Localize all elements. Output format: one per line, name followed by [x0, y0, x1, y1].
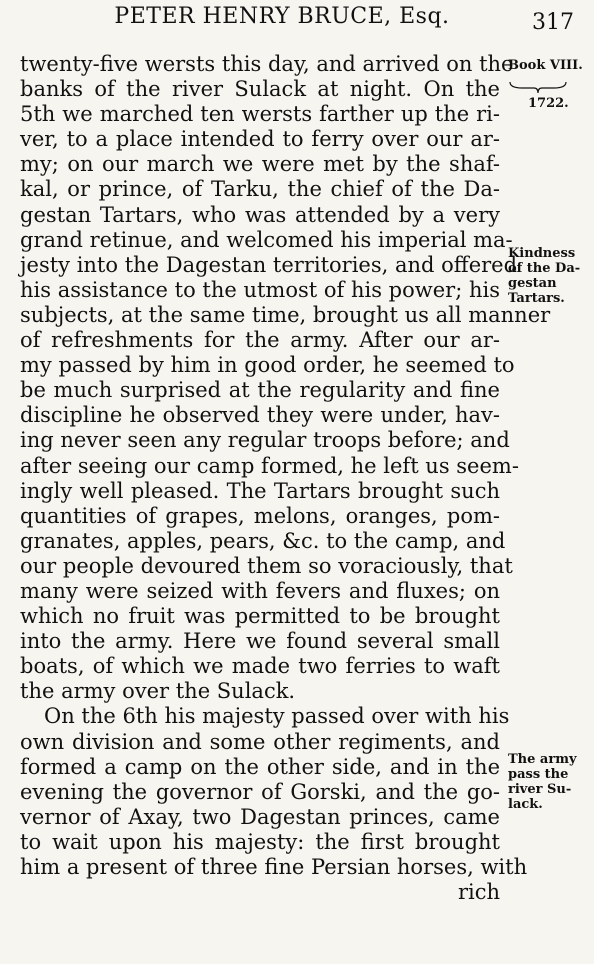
text-line: vernor of Axay, two Dagestan princes, came [20, 804, 500, 829]
text-line: the army over the Sulack. [20, 679, 296, 704]
page-number: 317 [532, 10, 574, 35]
margin-note-year: 1722. [528, 96, 569, 111]
catchword: rich [457, 880, 500, 905]
text-line: to wait upon his majesty: the first brought [20, 829, 500, 854]
text-line: gestan Tartars, who was attended by a very [20, 202, 500, 227]
text-line: which no fruit was permitted to be brought [20, 604, 500, 629]
text-line: own division and some other regiments, and [20, 729, 500, 754]
text-line: banks of the river Sulack at night. On the [20, 77, 500, 102]
text-line: granates, apples, pears, &c. to the camp, and [20, 528, 506, 553]
text-line: formed a camp on the other side, and in the [20, 754, 500, 779]
margin-note-line: Tartars. [508, 291, 565, 306]
text-line: boats, of which we made two ferries to waft [20, 654, 500, 679]
text-line: kal, or prince, of Tarku, the chief of the Da- [20, 177, 500, 202]
margin-note-line: The army [508, 752, 577, 767]
brace-icon [508, 80, 568, 94]
text-line: 5th we marched ten wersts farther up the ri- [20, 102, 500, 127]
text-line: evening the governor of Gorski, and the go- [20, 779, 500, 804]
margin-note-line: of the Da- [508, 261, 581, 276]
margin-note-line: Kindness [508, 246, 576, 261]
text-line: his assistance to the utmost of his power; his [20, 277, 500, 302]
text-line: my passed by him in good order, he seemed to [20, 353, 515, 378]
running-header-title: PETER HENRY BRUCE, Esq. [114, 4, 450, 29]
margin-note-kindness [508, 246, 580, 306]
text-line: my; on our march we were met by the shaf- [20, 152, 500, 177]
text-line: into the army. Here we found several small [20, 629, 500, 654]
text-line: discipline he observed they were under, hav- [20, 403, 500, 428]
text-line: many were seized with fevers and fluxes; on [20, 578, 500, 603]
text-line: after seeing our camp formed, he left us seem- [20, 453, 519, 478]
margin-note-line: gestan [508, 276, 557, 291]
text-line: jesty into the Dagestan territories, and offered [20, 252, 518, 277]
text-line: our people devoured them so voraciously, that [20, 553, 513, 578]
margin-note-line: pass the [508, 767, 569, 782]
text-line: ver, to a place intended to ferry over our ar- [20, 127, 500, 152]
margin-note-line: lack. [508, 797, 543, 812]
text-line: grand retinue, and welcomed his imperial ma- [20, 227, 513, 252]
text-line: ing never seen any regular troops before; and [20, 428, 510, 453]
text-line: twenty-five wersts this day, and arrived on the [20, 52, 514, 76]
text-line: subjects, at the same time, brought us all manner [20, 302, 551, 327]
text-line: ingly well pleased. The Tartars brought such [20, 478, 500, 503]
text-line: quantities of grapes, melons, oranges, pom- [20, 503, 500, 528]
margin-note-line: river Su- [508, 782, 572, 797]
text-line: him a present of three fine Persian horses, with [20, 855, 528, 879]
margin-note-book: Book VIII. [508, 58, 583, 73]
text-line: On the 6th his majesty passed over with his [44, 704, 510, 729]
text-line: be much surprised at the regularity and fine [20, 378, 500, 403]
text-line: of refreshments for the army. After our ar- [20, 328, 500, 353]
margin-note-army [508, 752, 577, 812]
